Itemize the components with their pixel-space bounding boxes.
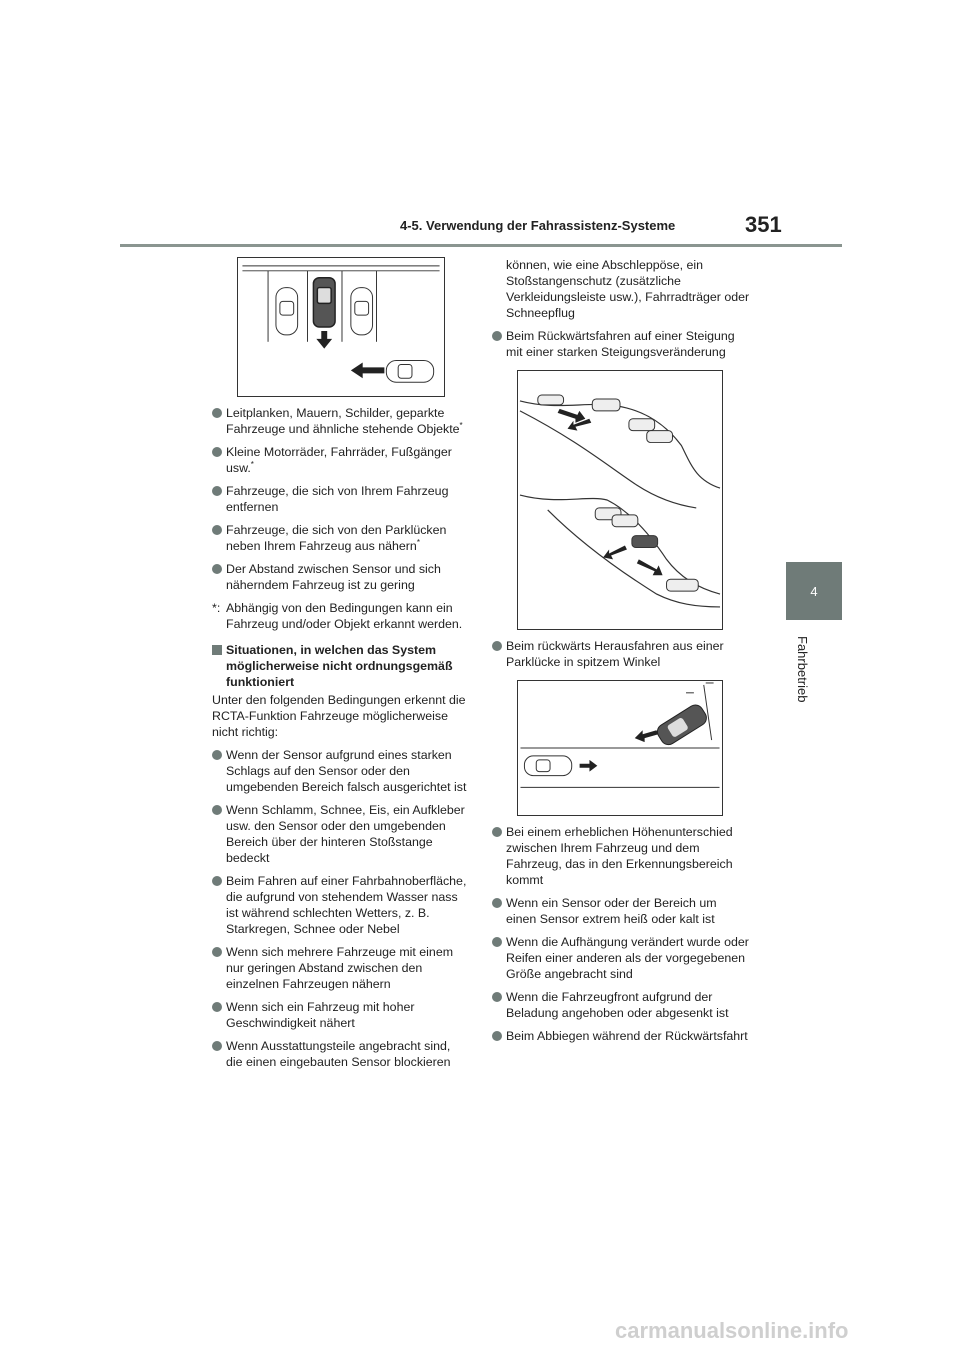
parking-lot-illustration — [237, 257, 445, 397]
list-item: Beim Abbiegen während der Rückwärtsfahrt — [492, 1028, 750, 1044]
list-item: Wenn sich mehrere Fahrzeuge mit einem nur geringen Abstand zwischen den einzelnen Fahrzeugen nähern — [212, 944, 470, 992]
list-item: Wenn die Fahrzeugfront aufgrund der Beladung angehoben oder abgesenkt ist — [492, 989, 750, 1021]
list-item: Wenn Schlamm, Schnee, Eis, ein Aufkleber usw. den Sensor oder den umgebenden Bereich über der hinteren Stoßstange bedeckt — [212, 802, 470, 866]
list-item: Beim Fahren auf einer Fahrbahnoberfläche, die aufgrund von stehendem Wasser nass ist während schlechten Wetters, z. B. Starkregen, Schnee oder Nebel — [212, 873, 470, 937]
list-item: Fahrzeuge, die sich von den Parklücken neben Ihrem Fahrzeug aus nähern* — [212, 522, 470, 554]
list-item: Wenn Ausstattungsteile angebracht sind, die einen eingebauten Sensor blockieren — [212, 1038, 470, 1070]
chapter-label: Fahrbetrieb — [795, 636, 810, 703]
section-heading: Situationen, in welchen das System möglicherweise nicht ordnungsgemäß funktioniert — [212, 642, 470, 690]
list-item: Der Abstand zwischen Sensor und sich näherndem Fahrzeug ist zu gering — [212, 561, 470, 593]
list-item: Leitplanken, Mauern, Schilder, geparkte Fahrzeuge und ähnliche stehende Objekte* — [212, 405, 470, 437]
list-item: Bei einem erheblichen Höhenunterschied zwischen Ihrem Fahrzeug und dem Fahrzeug, das in den Erkennungsbereich kommt — [492, 824, 750, 888]
list-item: Beim rückwärts Herausfahren aus einer Parklücke in spitzem Winkel — [492, 638, 750, 670]
list-item: Wenn sich ein Fahrzeug mit hoher Geschwindigkeit nähert — [212, 999, 470, 1031]
slope-illustration — [517, 370, 723, 630]
footnote-mark: *: — [212, 601, 221, 615]
header-divider — [120, 244, 842, 247]
list-item: Fahrzeuge, die sich von Ihrem Fahrzeug entfernen — [212, 483, 470, 515]
footnote-text: Abhängig von den Bedingungen kann ein Fahrzeug und/oder Objekt erkannt werden. — [226, 601, 463, 631]
list-item: Wenn die Aufhängung verändert wurde oder Reifen einer anderen als der vorgegebenen Größe angebracht sind — [492, 934, 750, 982]
right-column — [492, 257, 750, 1051]
continuation-text: können, wie eine Abschleppöse, ein Stoßstangenschutz (zusätzliche Verkleidungsleiste usw.), Fahrradträger oder Schneepflug — [506, 258, 750, 320]
chapter-label-container — [792, 636, 814, 703]
list-item: Wenn ein Sensor oder der Bereich um einen Sensor extrem heiß oder kalt ist — [492, 895, 750, 927]
angled-parking-illustration — [517, 680, 723, 816]
watermark-text: carmanualsonline.info — [615, 1318, 849, 1343]
footnote — [212, 600, 470, 632]
section-title: 4-5. Verwendung der Fahrassistenz-Systeme — [400, 218, 676, 233]
page-number: 351 — [745, 212, 782, 237]
list-item: Beim Rückwärtsfahren auf einer Steigung mit einer starken Steigungsveränderung — [492, 328, 750, 360]
list-item: Wenn der Sensor aufgrund eines starken Schlags auf den Sensor oder den umgebenden Bereich falsch ausgerichtet ist — [212, 747, 470, 795]
chapter-number: 4 — [810, 584, 818, 599]
intro-paragraph: Unter den folgenden Bedingungen erkennt die RCTA-Funktion Fahrzeuge möglicherweise nicht richtig: — [212, 693, 466, 739]
list-item: Kleine Motorräder, Fahrräder, Fußgänger usw.* — [212, 444, 470, 476]
left-column — [212, 257, 470, 1077]
chapter-tab — [786, 562, 842, 620]
